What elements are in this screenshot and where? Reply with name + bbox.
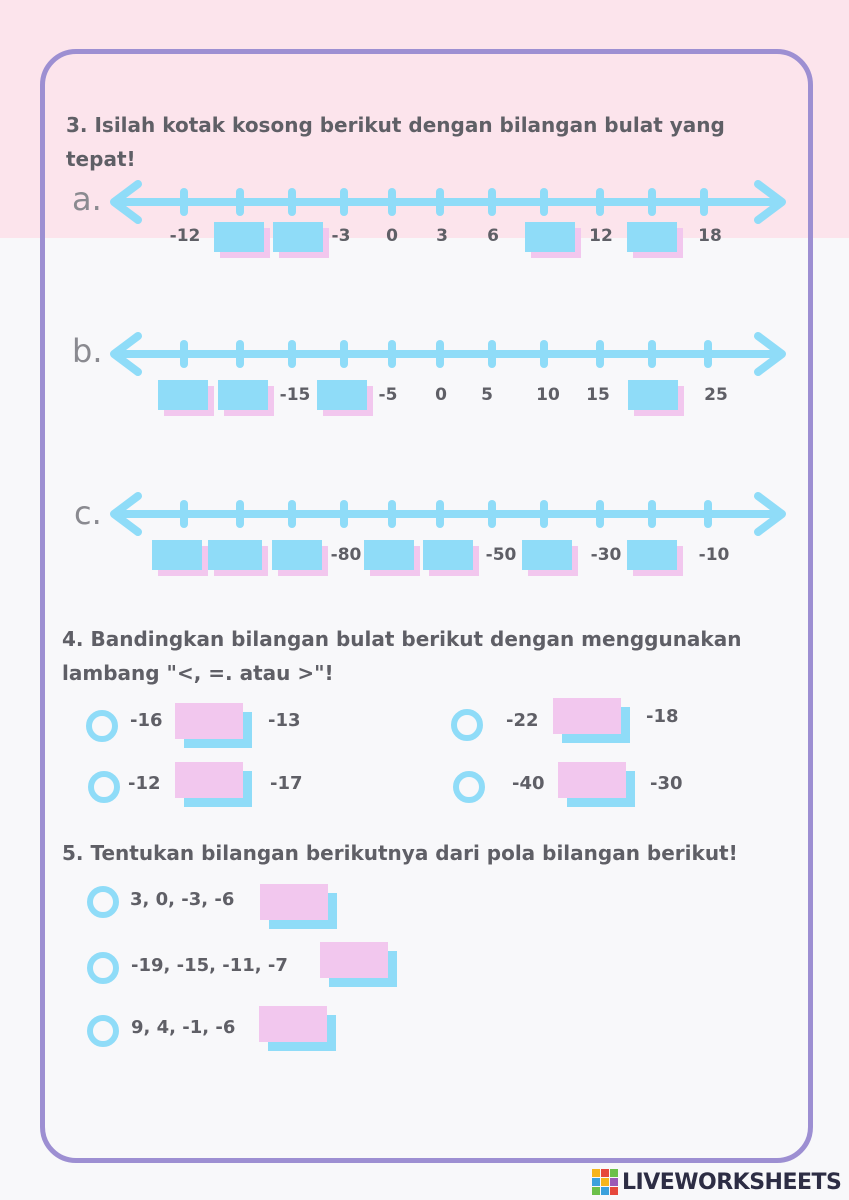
compare-left: -40 <box>512 773 545 794</box>
pattern-blank-2[interactable] <box>320 942 388 978</box>
row-a-number: 12 <box>589 226 613 246</box>
row-a-number: 3 <box>436 226 448 246</box>
pattern-sequence: 3, 0, -3, -6 <box>130 889 235 910</box>
row-b-number: 5 <box>481 385 493 405</box>
bullet-icon <box>453 771 485 803</box>
row-c-blank-4[interactable] <box>364 540 414 570</box>
compare-left: -22 <box>506 710 539 731</box>
row-a-number: 0 <box>386 226 398 246</box>
row-c-blank-1[interactable] <box>152 540 202 570</box>
row-b-blank-3[interactable] <box>317 380 367 410</box>
row-b-number: -5 <box>378 385 398 405</box>
row-a-number: -3 <box>331 226 351 246</box>
bullet-icon <box>87 1015 119 1047</box>
number-line-c <box>104 492 792 536</box>
number-line-a <box>104 180 792 224</box>
question-4-title-line2: lambang "<, =. atau >"! <box>62 661 334 685</box>
pattern-blank-3[interactable] <box>259 1006 327 1042</box>
question-3-title-line1: 3. Isilah kotak kosong berikut dengan bilangan bulat yang <box>66 113 725 137</box>
row-c-blank-6[interactable] <box>522 540 572 570</box>
pattern-blank-1[interactable] <box>260 884 328 920</box>
compare-right: -17 <box>270 773 303 794</box>
row-b-number: -15 <box>279 385 311 405</box>
question-4-title <box>62 622 741 690</box>
logo-grid-icon <box>592 1169 618 1195</box>
logo-text: LIVEWORKSHEETS <box>622 1169 842 1195</box>
row-c-number: -80 <box>330 545 362 565</box>
row-c-blank-3[interactable] <box>272 540 322 570</box>
compare-left: -12 <box>128 773 161 794</box>
row-a-blank-3[interactable] <box>525 222 575 252</box>
row-c-label: c. <box>74 494 102 532</box>
row-a-blank-4[interactable] <box>627 222 677 252</box>
row-a-number: -12 <box>169 226 201 246</box>
question-4-title-line1: 4. Bandingkan bilangan bulat berikut dengan menggunakan <box>62 627 742 651</box>
compare-blank-2[interactable] <box>553 698 621 734</box>
row-a-number: 18 <box>698 226 722 246</box>
row-c-number: -10 <box>698 545 730 565</box>
row-b-number: 15 <box>586 385 610 405</box>
bullet-icon <box>87 952 119 984</box>
question-5-title: 5. Tentukan bilangan berikutnya dari pola bilangan berikut! <box>62 841 738 865</box>
row-a-blank-2[interactable] <box>273 222 323 252</box>
row-b-number: 10 <box>536 385 560 405</box>
bullet-icon <box>451 709 483 741</box>
number-line-b <box>104 332 792 376</box>
compare-right: -30 <box>650 773 683 794</box>
row-b-number: 0 <box>435 385 447 405</box>
row-c-number: -50 <box>485 545 517 565</box>
row-b-blank-4[interactable] <box>628 380 678 410</box>
liveworksheets-logo[interactable] <box>592 1167 841 1197</box>
compare-left: -16 <box>130 710 163 731</box>
bullet-icon <box>87 886 119 918</box>
question-3-title <box>66 108 725 176</box>
row-a-label: a. <box>72 180 102 218</box>
row-c-number: -30 <box>590 545 622 565</box>
row-b-blank-1[interactable] <box>158 380 208 410</box>
bullet-icon <box>88 771 120 803</box>
row-a-blank-1[interactable] <box>214 222 264 252</box>
pattern-sequence: -19, -15, -11, -7 <box>131 955 288 976</box>
question-3-title-line2: tepat! <box>66 147 136 171</box>
row-b-number: 25 <box>704 385 728 405</box>
compare-right: -13 <box>268 710 301 731</box>
compare-blank-1[interactable] <box>175 703 243 739</box>
row-a-number: 6 <box>487 226 499 246</box>
pattern-sequence: 9, 4, -1, -6 <box>131 1017 236 1038</box>
row-c-blank-2[interactable] <box>208 540 262 570</box>
row-b-blank-2[interactable] <box>218 380 268 410</box>
row-b-label: b. <box>72 332 103 370</box>
row-c-blank-5[interactable] <box>423 540 473 570</box>
compare-blank-4[interactable] <box>558 762 626 798</box>
compare-blank-3[interactable] <box>175 762 243 798</box>
compare-right: -18 <box>646 706 679 727</box>
row-c-blank-7[interactable] <box>627 540 677 570</box>
bullet-icon <box>86 710 118 742</box>
